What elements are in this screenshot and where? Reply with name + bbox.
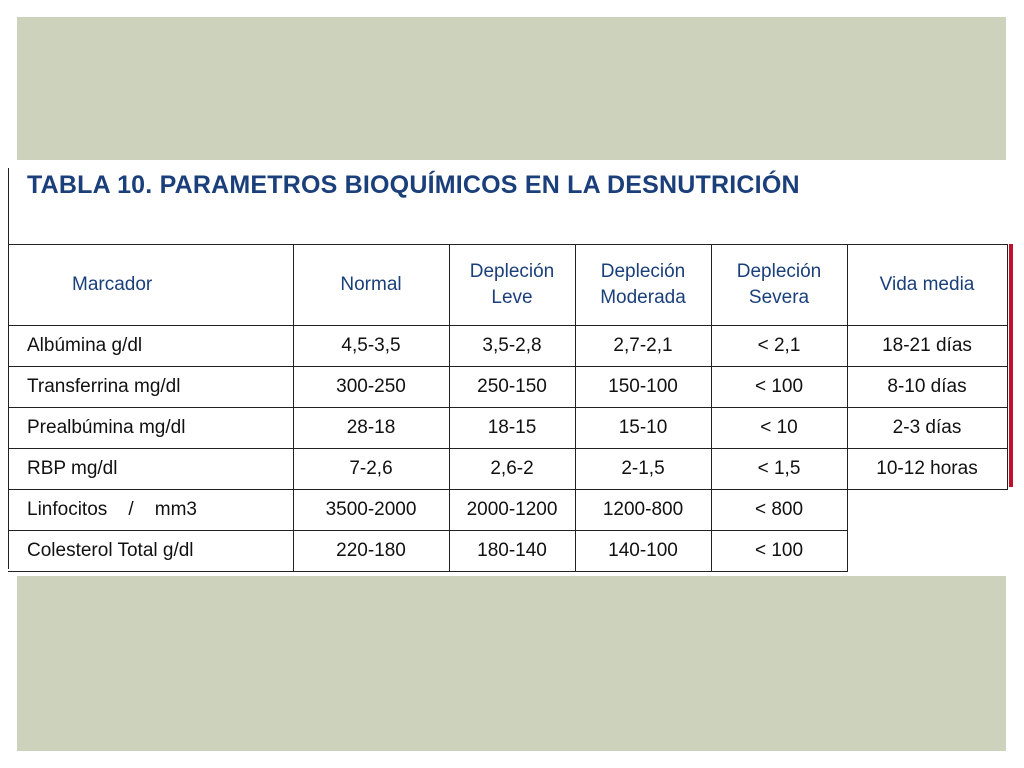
cell-normal: 220-180 (293, 531, 449, 572)
cell-half-life-empty (847, 531, 1007, 572)
cell-marker: Prealbúmina mg/dl (8, 408, 293, 449)
cell-severe: < 100 (711, 367, 847, 408)
red-accent-rule (1009, 244, 1013, 487)
cell-marker: RBP mg/dl (8, 449, 293, 490)
header-depletion-severe: Depleción Severa (711, 245, 847, 326)
header-marcador: Marcador (8, 245, 293, 326)
cell-normal: 4,5-3,5 (293, 326, 449, 367)
table-row (8, 326, 1007, 367)
table-row (8, 490, 1007, 531)
cell-half-life: 10-12 horas (847, 449, 1007, 490)
header-row (8, 245, 1007, 326)
table-row (8, 367, 1007, 408)
header-half-life: Vida media (847, 245, 1007, 326)
cell-normal: 3500-2000 (293, 490, 449, 531)
table-title: TABLA 10. PARAMETROS BIOQUÍMICOS EN LA DESNUTRICIÓN (27, 171, 800, 199)
cell-mild: 3,5-2,8 (449, 326, 575, 367)
cell-moderate: 2,7-2,1 (575, 326, 711, 367)
cell-severe: < 2,1 (711, 326, 847, 367)
table-row (8, 408, 1007, 449)
table-row (8, 449, 1007, 490)
cell-moderate: 140-100 (575, 531, 711, 572)
cell-moderate: 150-100 (575, 367, 711, 408)
table-row (8, 531, 1007, 572)
bottom-decor-band (17, 576, 1006, 751)
cell-half-life-empty (847, 490, 1007, 531)
cell-marker: Linfocitos / mm3 (8, 490, 293, 531)
cell-half-life: 8-10 días (847, 367, 1007, 408)
header-depletion-mild: Depleción Leve (449, 245, 575, 326)
cell-moderate: 2-1,5 (575, 449, 711, 490)
cell-half-life: 2-3 días (847, 408, 1007, 449)
header-normal: Normal (293, 245, 449, 326)
top-decor-band (17, 17, 1006, 160)
cell-mild: 18-15 (449, 408, 575, 449)
cell-severe: < 100 (711, 531, 847, 572)
cell-half-life: 18-21 días (847, 326, 1007, 367)
cell-marker: Colesterol Total g/dl (8, 531, 293, 572)
cell-mild: 180-140 (449, 531, 575, 572)
cell-mild: 250-150 (449, 367, 575, 408)
cell-marker: Transferrina mg/dl (8, 367, 293, 408)
cell-severe: < 10 (711, 408, 847, 449)
cell-marker: Albúmina g/dl (8, 326, 293, 367)
biochemical-parameters-table (8, 244, 1008, 572)
cell-mild: 2000-1200 (449, 490, 575, 531)
cell-moderate: 1200-800 (575, 490, 711, 531)
cell-mild: 2,6-2 (449, 449, 575, 490)
cell-normal: 300-250 (293, 367, 449, 408)
cell-severe: < 800 (711, 490, 847, 531)
cell-moderate: 15-10 (575, 408, 711, 449)
cell-normal: 7-2,6 (293, 449, 449, 490)
header-depletion-moderate: Depleción Moderada (575, 245, 711, 326)
cell-normal: 28-18 (293, 408, 449, 449)
cell-severe: < 1,5 (711, 449, 847, 490)
